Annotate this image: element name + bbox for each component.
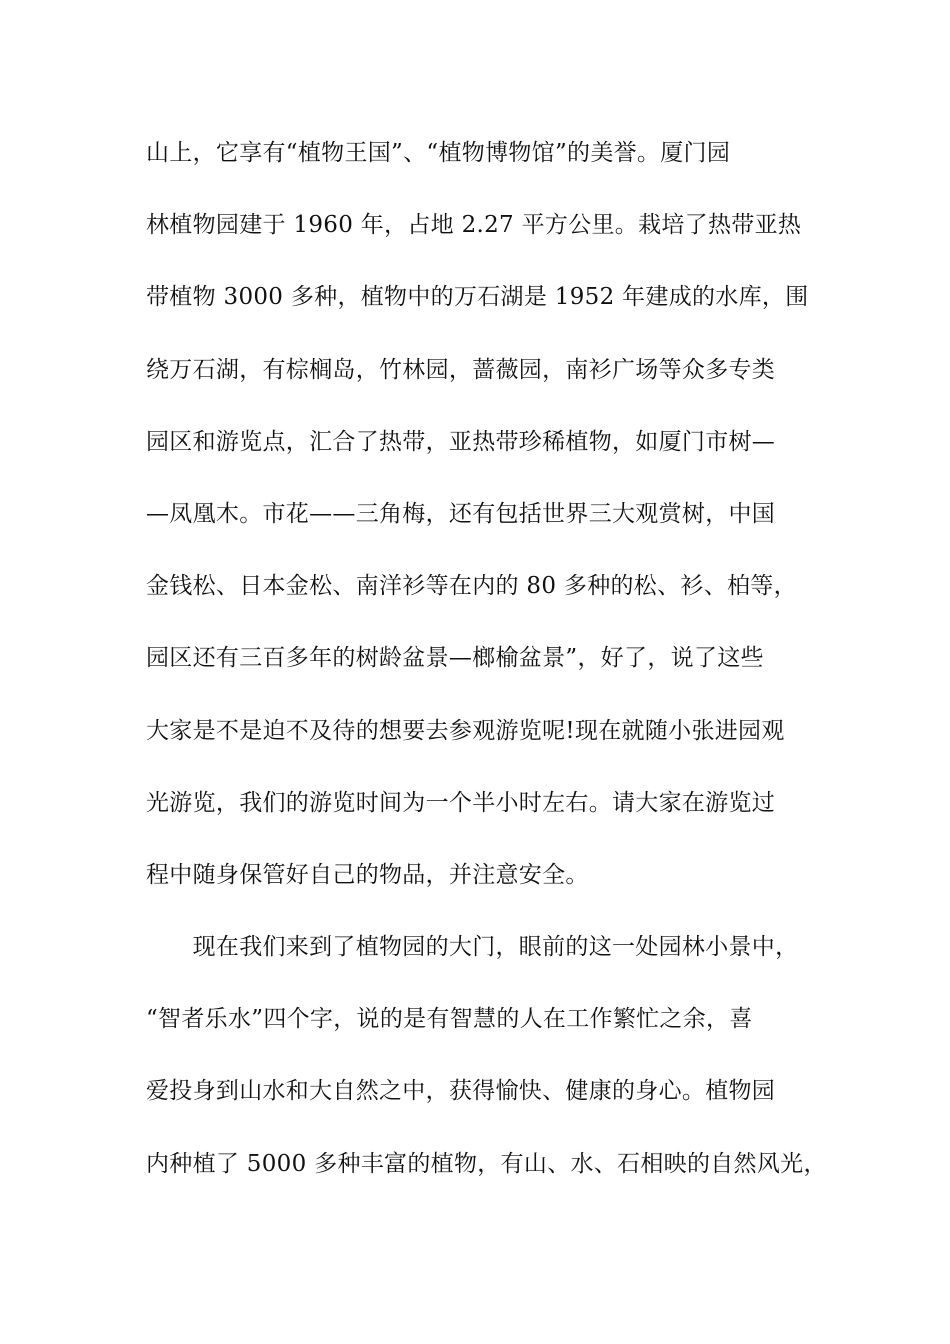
text-line: “智者乐水”四个字，说的是有智慧的人在工作繁忙之余，喜 — [146, 1006, 753, 1033]
text-line: 内种植了 5000 多种丰富的植物，有山、水、石相映的自然风光， — [146, 1150, 827, 1177]
text-line: 金钱松、日本金松、南洋衫等在内的 80 多种的松、衫、柏等， — [146, 573, 797, 600]
text-line: 绕万石湖，有棕榈岛，竹林园，蔷薇园，南衫广场等众多专类 — [146, 356, 776, 383]
text-line: 带植物 3000 多种，植物中的万石湖是 1952 年建成的水库，围 — [146, 284, 809, 311]
text-line: 光游览，我们的游览时间为一个半小时左右。请大家在游览过 — [146, 789, 776, 816]
text-line: 爱投身到山水和大自然之中，获得愉快、健康的身心。植物园 — [146, 1078, 776, 1105]
text-line: 程中随身保管好自己的物品，并注意安全。 — [146, 861, 589, 888]
body-text — [146, 130, 827, 1213]
text-line: 现在我们来到了植物园的大门，眼前的这一处园林小景中， — [146, 934, 799, 961]
text-line: 山上，它享有“植物王国”、“植物博物馆”的美誉。厦门园 — [146, 140, 731, 166]
text-line: 大家是不是迫不及待的想要去参观游览呢!现在就随小张进园观 — [146, 717, 785, 744]
text-line: 园区还有三百多年的树龄盆景—榔榆盆景”，好了，说了这些 — [146, 645, 764, 672]
text-line: 林植物园建于 1960 年，占地 2.27 平方公里。栽培了热带亚热 — [146, 212, 802, 239]
text-line: —凤凰木。市花——三角梅，还有包括世界三大观赏树，中国 — [146, 500, 776, 527]
text-line: 园区和游览点，汇合了热带，亚热带珍稀植物，如厦门市树— — [146, 428, 776, 455]
